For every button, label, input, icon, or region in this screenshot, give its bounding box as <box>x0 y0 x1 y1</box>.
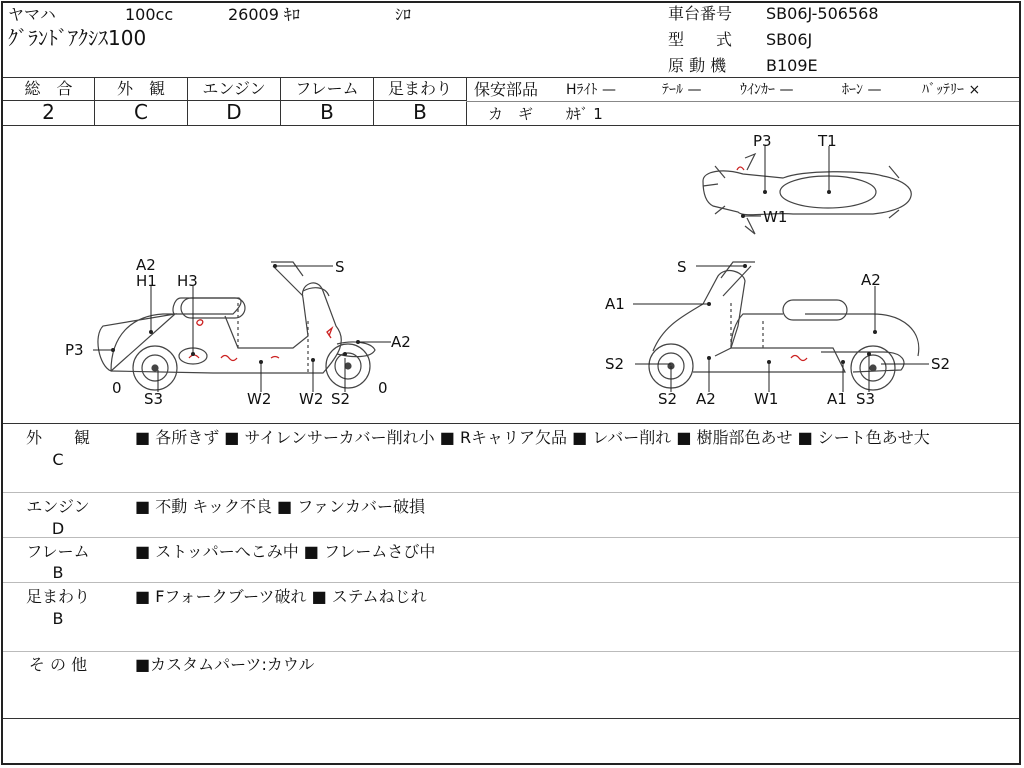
maker: ヤマハ <box>8 5 56 24</box>
grade-exterior-label: 外 観 <box>116 79 165 98</box>
safety-item-winker: ｳｲﾝｶｰ — <box>740 82 794 98</box>
diagram-label-left-side: S2 <box>331 390 351 408</box>
note-frame-category: フレーム <box>26 542 90 561</box>
diagram-label-left-side: H1 <box>136 272 157 290</box>
diagram-label-top-view: T1 <box>818 132 837 150</box>
model-name: ｸﾞﾗﾝﾄﾞｱｸｼｽ100 <box>8 26 147 50</box>
grade-suspension-value: B <box>413 100 427 124</box>
safety-item-battery: ﾊﾞｯﾃﾘｰ × <box>922 82 981 98</box>
safety-item-tail: ﾃｰﾙ — <box>662 82 702 98</box>
diagram-label-left-side: A2 <box>391 333 411 351</box>
displacement: 100cc <box>125 5 174 24</box>
diagram-label-left-side: S <box>335 258 345 276</box>
diagram-label-top-view: P3 <box>753 132 772 150</box>
diagram-label-right-side: A2 <box>861 271 881 289</box>
note-separator <box>3 582 1019 583</box>
note-engine-grade: D <box>51 519 65 538</box>
grid-line <box>466 101 1019 102</box>
safety-item-headlight: Hﾗｲﾄ — <box>566 82 616 98</box>
diagram-label-right-side: W1 <box>754 390 779 408</box>
diagram-label-left-side: W2 <box>247 390 272 408</box>
note-frame-text: ■ ストッパーへこみ中 ■ フレームさび中 <box>135 542 436 561</box>
note-separator <box>3 537 1019 538</box>
diagram-label-top-view: W1 <box>763 208 788 226</box>
engine-label: 原 動 機 <box>668 56 727 75</box>
type-value: SB06J <box>766 30 813 49</box>
grade-engine-value: D <box>226 100 242 124</box>
grade-frame-label: フレーム <box>295 79 359 98</box>
note-suspension-text: ■ Fフォークブーツ破れ ■ ステムねじれ <box>135 587 427 606</box>
grade-overall-label: 総 合 <box>24 79 73 98</box>
frame-no: SB06J-506568 <box>766 4 879 23</box>
note-exterior-text: ■ 各所きず ■ サイレンサーカバー削れ小 ■ Rキャリア欠品 ■ レバー削れ ■ 樹脂部色あせ ■ シート色あせ大 <box>135 428 930 447</box>
grade-suspension-label: 足まわり <box>387 79 452 98</box>
diagram-label-right-side: A1 <box>605 295 625 313</box>
grade-frame-value: B <box>320 100 334 124</box>
note-engine-text: ■ 不動 キック不良 ■ ファンカバー破損 <box>135 497 425 516</box>
note-frame-grade: B <box>52 563 64 582</box>
safety-label: 保安部品 <box>474 80 539 99</box>
note-exterior-category: 外 観 <box>25 428 90 447</box>
diagram-label-right-side: S3 <box>856 390 876 408</box>
left-scooter-body <box>98 298 241 371</box>
note-engine-category: エンジン <box>26 497 90 516</box>
note-suspension-grade: B <box>52 609 64 628</box>
diagram-label-right-side: A2 <box>696 390 716 408</box>
safety-item-horn: ﾎｰﾝ — <box>842 82 882 98</box>
diagram-label-right-side: S2 <box>931 355 951 373</box>
diagram-label-left-side: W2 <box>299 390 324 408</box>
note-exterior-grade: C <box>52 450 64 469</box>
diagram-label-left-side: H3 <box>177 272 198 290</box>
type-label: 型 式 <box>668 30 733 49</box>
diagram-label-right-side: S <box>677 258 687 276</box>
diagram-label-right-side: A1 <box>827 390 847 408</box>
mileage: 26009 ｷﾛ <box>228 5 300 24</box>
note-suspension-category: 足まわり <box>25 587 90 606</box>
color: ｼﾛ <box>395 5 412 24</box>
diagram-label-left-side: A2 <box>136 256 156 274</box>
note-separator <box>3 651 1019 652</box>
diagram-divider <box>3 423 1019 424</box>
diagram-label-left-side: 0 <box>112 379 122 397</box>
header-divider <box>3 77 1019 78</box>
key-label: カ ギ <box>488 105 534 123</box>
key-value: ｶｷﾞ 1 <box>566 105 603 123</box>
note-other-text: ■カスタムパーツ:カウル <box>135 655 315 674</box>
frame-no-label: 車台番号 <box>668 4 733 23</box>
diagram-label-right-side: S2 <box>658 390 678 408</box>
engine-value: B109E <box>766 56 818 75</box>
note-other-category: そ の 他 <box>28 655 88 674</box>
grade-engine-label: エンジン <box>202 79 266 98</box>
diagram-label-left-side: 0 <box>378 379 388 397</box>
note-separator <box>3 492 1019 493</box>
diagram-label-left-side: P3 <box>65 341 84 359</box>
diagram-label-left-side: S3 <box>144 390 164 408</box>
grade-overall-value: 2 <box>42 100 55 124</box>
diagram-label-right-side: S2 <box>605 355 625 373</box>
damage-diagram <box>3 126 1019 423</box>
notes-bottom-divider <box>3 718 1019 719</box>
grade-exterior-value: C <box>134 100 148 124</box>
